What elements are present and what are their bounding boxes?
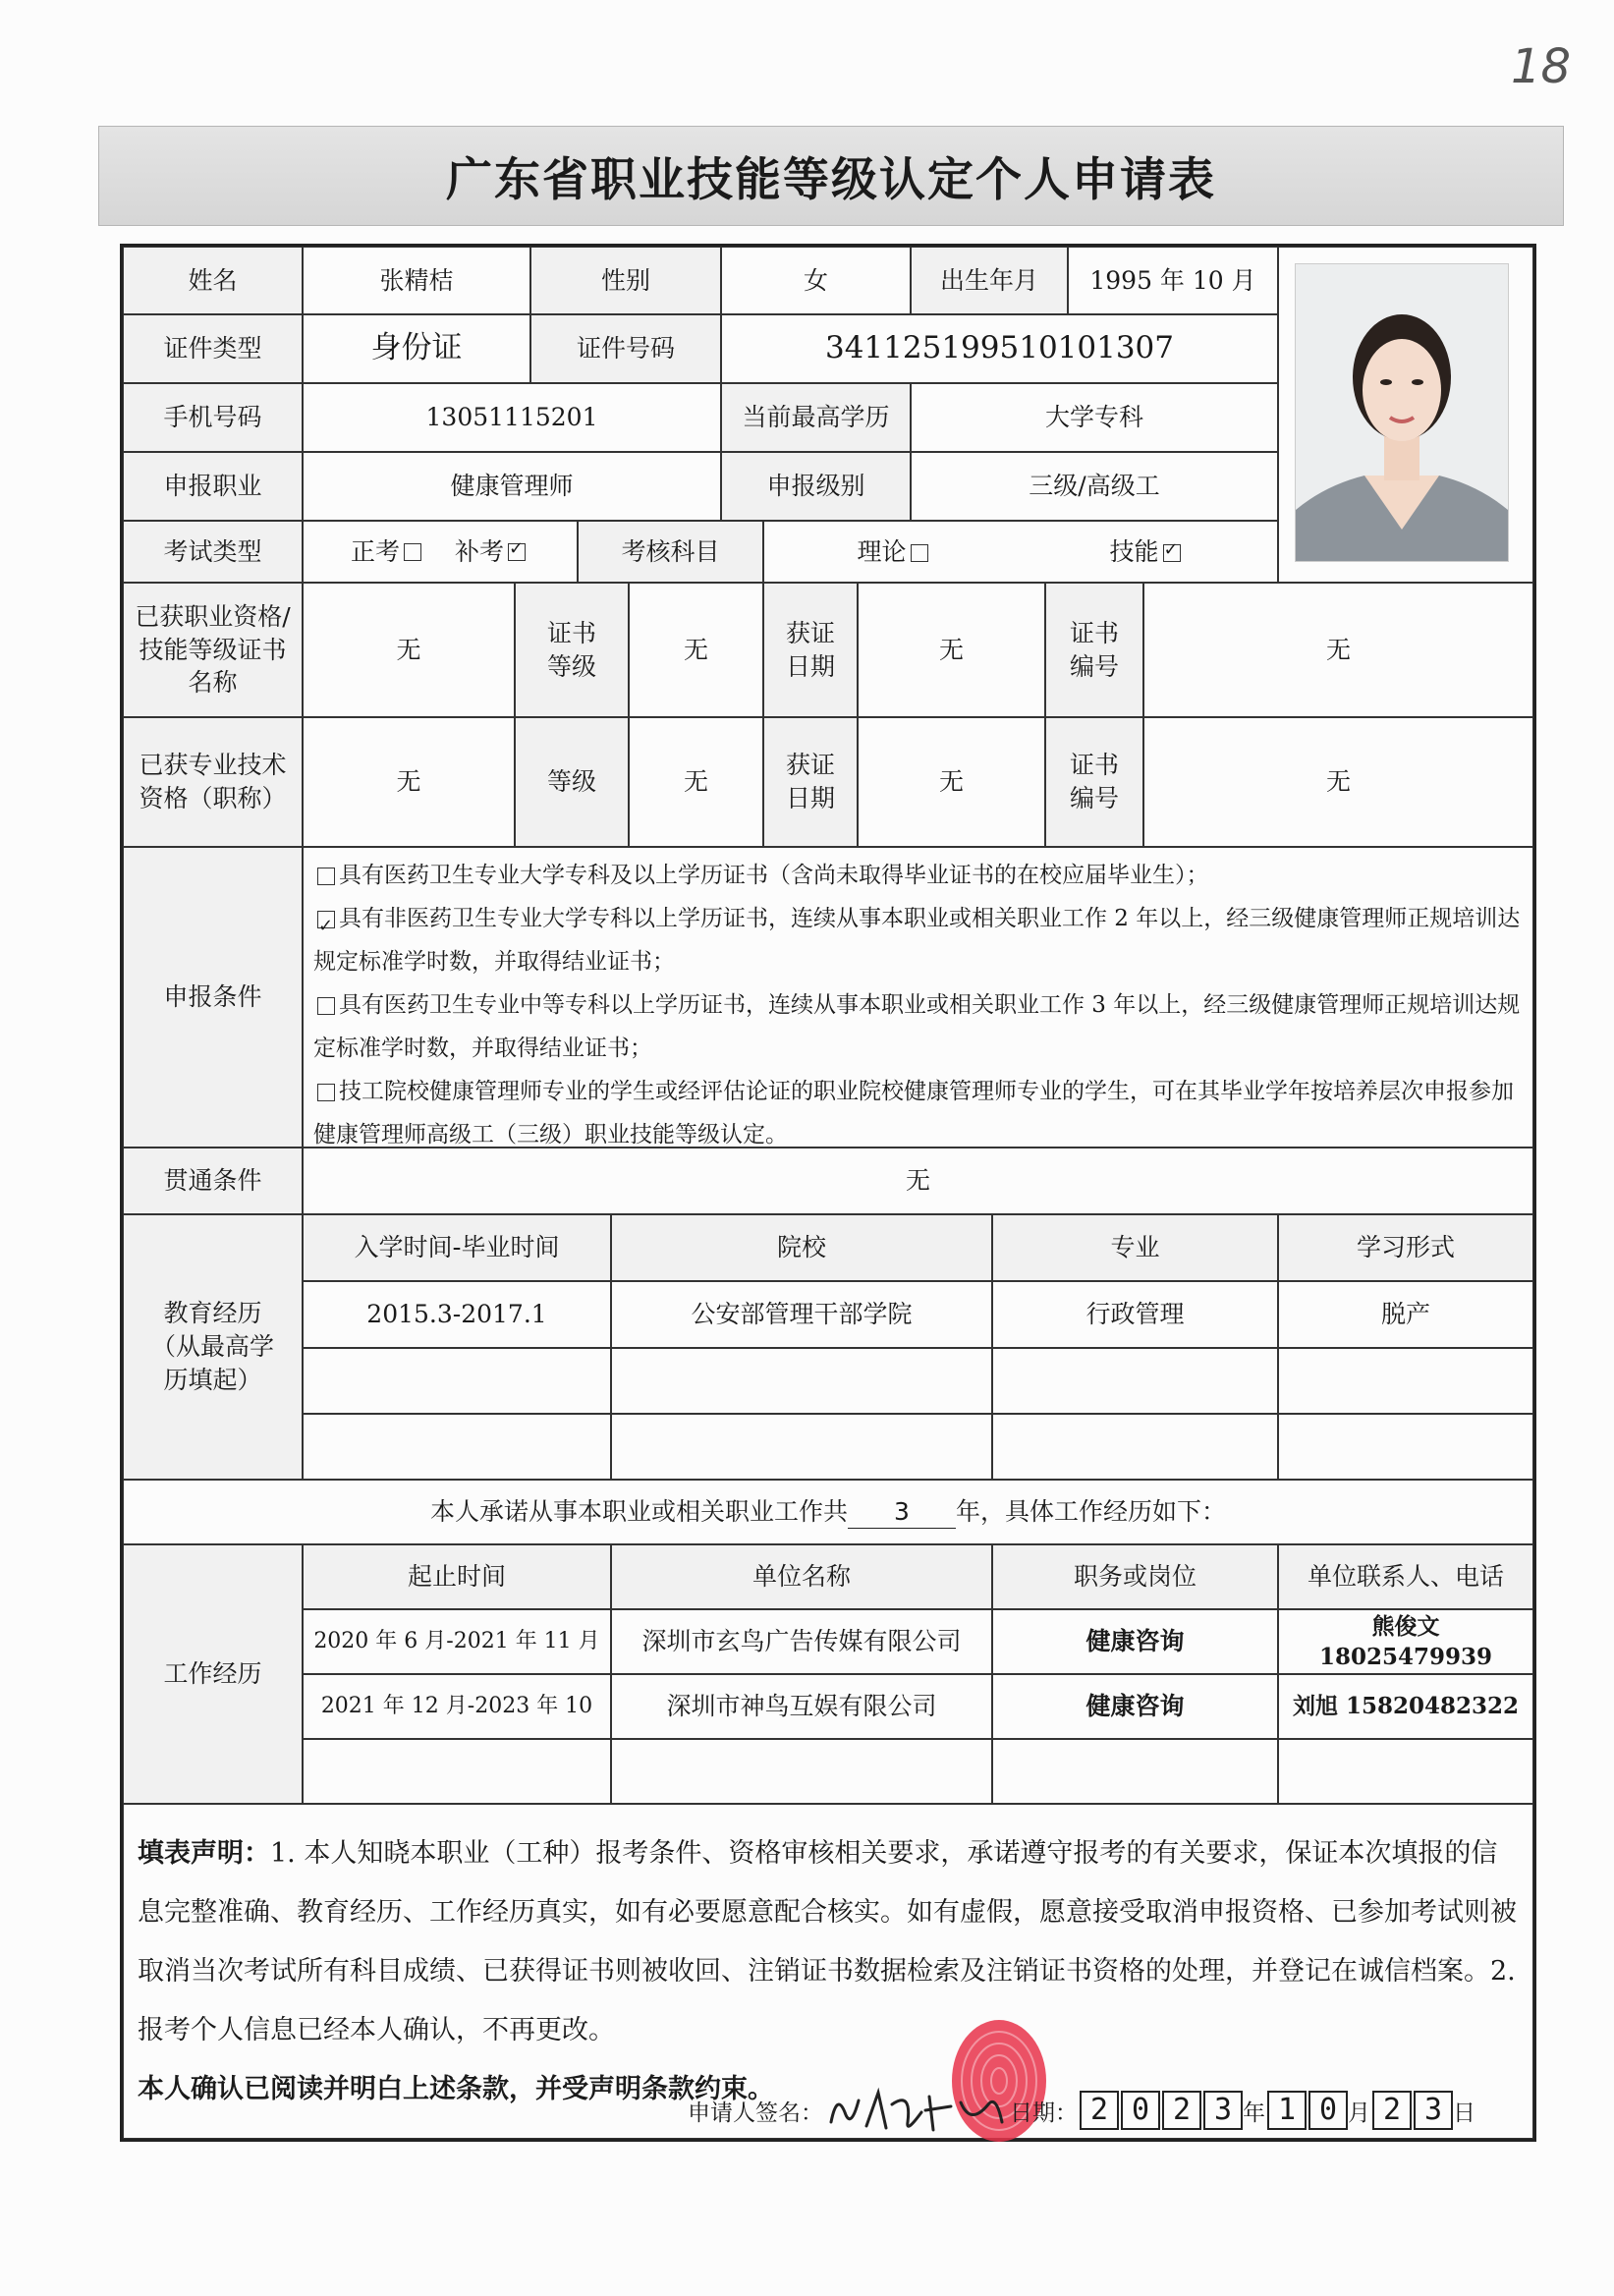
cert-date-label: 获证日期 (763, 583, 858, 717)
name-label: 姓名 (123, 247, 303, 314)
cert-grade-value: 无 (629, 583, 763, 717)
skill-text: 技能 (1109, 536, 1159, 566)
form-title: 广东省职业技能等级认定个人申请表 (98, 126, 1564, 226)
birth-label: 出生年月 (911, 247, 1068, 314)
work-row-3-time (303, 1739, 611, 1804)
declaration-body: 1. 本人知晓本职业（工种）报考条件、资格审核相关要求，承诺遵守报考的有关要求，保证本次填报的信息完整准确、教育经历、工作经历真实，如有必要愿意配合核实。如有虚假，愿意接受取消申报资格、已参加考试则被取消当次考试所有科目成绩、已获得证书则被收回、注销证书数据检索及注销证书资格的处理，并登记在诚信档案。2. 报考个人信息已经本人确认，不再更改。 (138, 1838, 1517, 2045)
work-row-3-company (611, 1739, 992, 1804)
title-qual-number-label: 证书编号 (1045, 717, 1143, 847)
through-label: 贯通条件 (123, 1148, 303, 1214)
makeup-exam-text: 补考 (455, 536, 505, 566)
work-row-3-position (992, 1739, 1278, 1804)
name-value: 张精桔 (303, 247, 530, 314)
month-digit-1[interactable]: 1 (1267, 2091, 1307, 2130)
edu-header-school: 院校 (611, 1214, 992, 1281)
gender-value: 女 (721, 247, 911, 314)
job-label: 申报职业 (123, 452, 303, 521)
cert-number-value: 无 (1143, 583, 1533, 717)
regular-exam-text: 正考 (350, 536, 400, 566)
exam-type-label: 考试类型 (123, 521, 303, 583)
phone-label: 手机号码 (123, 383, 303, 452)
skill-checkbox[interactable] (1163, 544, 1181, 562)
condition-3-checkbox[interactable] (317, 997, 335, 1015)
id-number-value: 341125199510101307 (721, 314, 1278, 383)
day-unit: 日 (1453, 2100, 1475, 2126)
title-qual-grade-value: 无 (629, 717, 763, 847)
month-unit: 月 (1348, 2100, 1370, 2126)
edu-header-major: 专业 (992, 1214, 1278, 1281)
condition-item: 具有医药卫生专业中等专科以上学历证书，连续从事本职业或相关职业工作 3 年以上，经三级健康管理师正规培训达规定标准学时数，并取得结业证书； (313, 992, 1521, 1061)
education-label: 教育经历（从最高学历填起） (123, 1214, 303, 1480)
cert-name-value: 无 (303, 583, 515, 717)
education-level-value: 大学专科 (911, 383, 1278, 452)
birth-value: 1995 年 10 月 (1068, 247, 1278, 314)
work-label: 工作经历 (123, 1544, 303, 1804)
title-qual-label: 已获专业技术资格（职称） (123, 717, 303, 847)
id-number-label: 证件号码 (530, 314, 721, 383)
edu-row-1-school: 公安部管理干部学院 (611, 1281, 992, 1348)
signature-label: 申请人签名： (688, 2100, 823, 2126)
cert-label: 已获职业资格/技能等级证书名称 (123, 583, 303, 717)
year-digit-3[interactable]: 2 (1162, 2091, 1201, 2130)
work-header-contact: 单位联系人、电话 (1278, 1544, 1533, 1609)
condition-1-checkbox[interactable] (317, 868, 335, 885)
work-header-position: 职务或岗位 (992, 1544, 1278, 1609)
edu-row-1-time: 2015.3-2017.1 (303, 1281, 611, 1348)
signature-line (688, 2083, 1475, 2138)
title-qual-date-value: 无 (858, 717, 1045, 847)
gender-label: 性别 (530, 247, 721, 314)
work-row-2-time: 2021 年 12 月-2023 年 10 (303, 1674, 611, 1739)
title-qual-name-value: 无 (303, 717, 515, 847)
work-row-1-company: 深圳市玄鸟广告传媒有限公司 (611, 1609, 992, 1674)
edu-row-3-time (303, 1414, 611, 1480)
makeup-exam-checkbox[interactable] (508, 543, 526, 561)
condition-2-checkbox[interactable] (317, 911, 335, 928)
id-type-label: 证件类型 (123, 314, 303, 383)
edu-header-time: 入学时间-毕业时间 (303, 1214, 611, 1281)
conditions-label: 申报条件 (123, 847, 303, 1148)
page-number: 18 (1511, 39, 1572, 94)
applicant-photo (1295, 263, 1509, 562)
edu-row-2-time (303, 1348, 611, 1414)
condition-item: 具有医药卫生专业大学专科及以上学历证书（含尚未取得毕业证书的在校应届毕业生）； (313, 854, 1523, 897)
level-label: 申报级别 (721, 452, 911, 521)
condition-item: ✓具有非医药卫生专业大学专科以上学历证书，连续从事本职业或相关职业工作 2 年以上，经三级健康管理师正规培训达规定标准学时数，并取得结业证书； (313, 897, 1523, 983)
job-value: 健康管理师 (303, 452, 721, 521)
work-header-company: 单位名称 (611, 1544, 992, 1609)
work-row-2-contact: 刘旭 15820482322 (1278, 1674, 1533, 1739)
work-row-1-contact: 熊俊文 18025479939 (1278, 1609, 1533, 1674)
title-qual-number-value: 无 (1143, 717, 1533, 847)
work-row-1-time: 2020 年 6 月-2021 年 11 月 (303, 1609, 611, 1674)
id-type-value: 身份证 (303, 314, 530, 383)
declaration-confirm: 本人确认已阅读并明白上述条款，并受声明条款约束。 (138, 2074, 774, 2104)
education-level-label: 当前最高学历 (721, 383, 911, 452)
work-row-2-company: 深圳市神鸟互娱有限公司 (611, 1674, 992, 1739)
edu-row-2-school (611, 1348, 992, 1414)
edu-row-1-major: 行政管理 (992, 1281, 1278, 1348)
subject-options (763, 521, 1278, 583)
edu-row-2-mode (1278, 1348, 1533, 1414)
phone-value: 13051115201 (303, 383, 721, 452)
declaration-head: 填表声明： (138, 1838, 270, 1869)
work-header-time: 起止时间 (303, 1544, 611, 1609)
regular-exam-checkbox[interactable] (404, 543, 421, 561)
work-years: 3 (848, 1495, 956, 1530)
title-qual-grade-label: 等级 (515, 717, 629, 847)
work-commitment: 本人承诺从事本职业或相关职业工作共 3 年，具体工作经历如下： (123, 1480, 1533, 1544)
work-row-2-position: 健康咨询 (992, 1674, 1278, 1739)
day-digit-1[interactable]: 2 (1372, 2091, 1412, 2130)
theory-checkbox[interactable] (911, 544, 928, 562)
year-digit-1[interactable]: 2 (1080, 2091, 1119, 2130)
theory-text: 理论 (857, 536, 907, 566)
condition-4-checkbox[interactable] (317, 1084, 335, 1101)
edu-row-3-school (611, 1414, 992, 1480)
day-digit-2[interactable]: 3 (1414, 2091, 1453, 2130)
cert-grade-label: 证书等级 (515, 583, 629, 717)
exam-type-options (303, 521, 578, 583)
level-value: 三级/高级工 (911, 452, 1278, 521)
cert-date-value: 无 (858, 583, 1045, 717)
conditions-list (303, 847, 1533, 1148)
edu-row-3-mode (1278, 1414, 1533, 1480)
condition-item: 技工院校健康管理师专业的学生或经评估论证的职业院校健康管理师专业的学生，可在其毕业学年按培养层次申报参加健康管理师高级工（三级）职业技能等级认定。 (313, 1079, 1514, 1148)
title-qual-date-label: 获证日期 (763, 717, 858, 847)
work-row-3-contact (1278, 1739, 1533, 1804)
year-digit-4[interactable]: 3 (1203, 2091, 1243, 2130)
subject-label: 考核科目 (578, 521, 763, 583)
year-digit-2[interactable]: 0 (1121, 2091, 1160, 2130)
year-unit: 年 (1243, 2100, 1265, 2126)
edu-row-1-mode: 脱产 (1278, 1281, 1533, 1348)
cert-number-label: 证书编号 (1045, 583, 1143, 717)
handwritten-signature (823, 2083, 1010, 2138)
edu-header-mode: 学习形式 (1278, 1214, 1533, 1281)
through-value: 无 (303, 1148, 1533, 1214)
edu-row-3-major (992, 1414, 1278, 1480)
edu-row-2-major (992, 1348, 1278, 1414)
date-label: 日期： (1010, 2100, 1078, 2126)
work-row-1-position: 健康咨询 (992, 1609, 1278, 1674)
month-digit-2[interactable]: 0 (1308, 2091, 1348, 2130)
